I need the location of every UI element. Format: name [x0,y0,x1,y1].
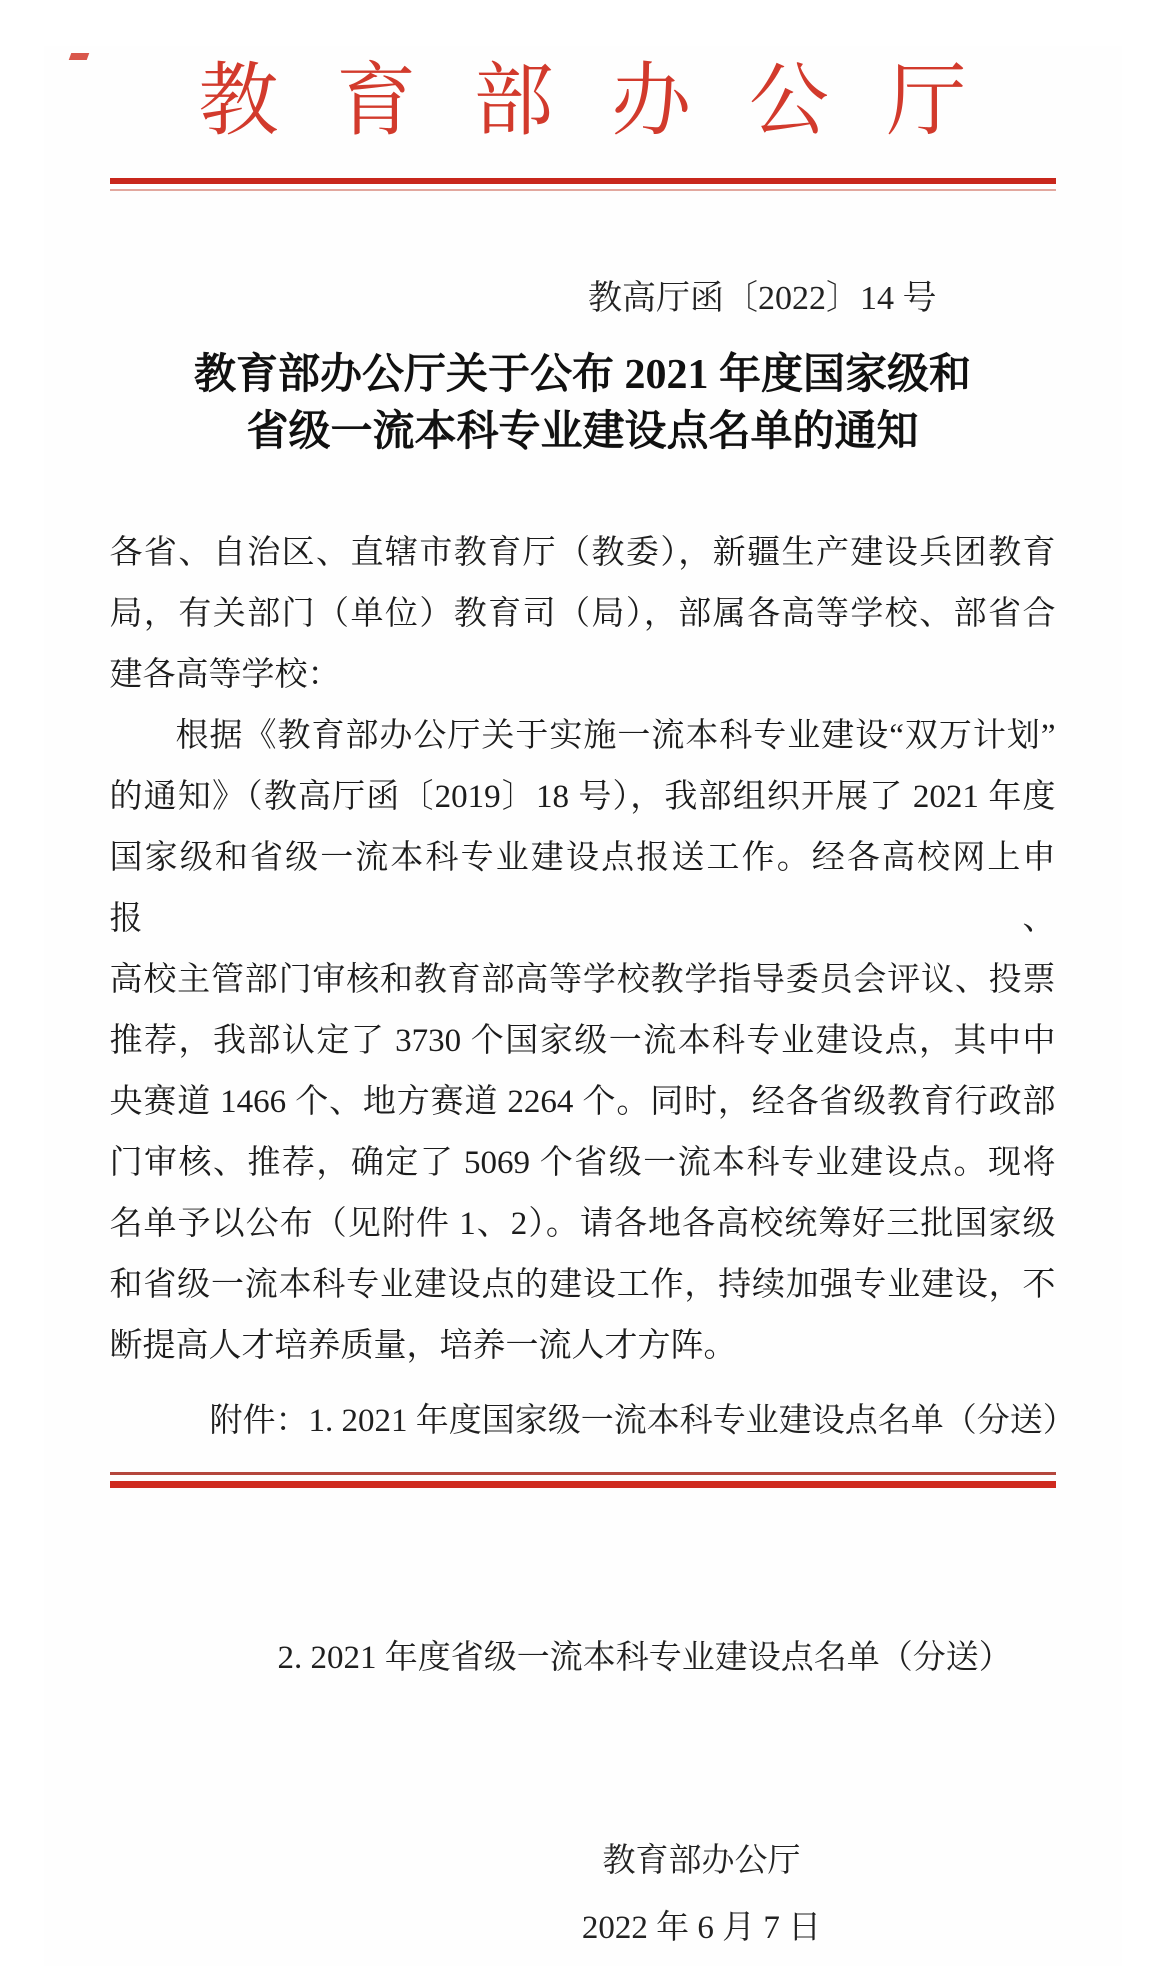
main-paragraph [110,706,1056,1377]
attachment-item-1: 附件：1. 2021 年度国家级一流本科专业建设点名单（分送） [110,1391,1056,1452]
header-double-rule [110,178,1056,191]
footer-double-rule [110,1472,1056,1488]
attachment-item-2: 2. 2021 年度省级一流本科专业建设点名单（分送） [110,1628,1056,1689]
body-line: 名单予以公布（见附件 1、2）。请各地各高校统筹好三批国家级 [110,1194,1056,1255]
document-number: 教高厅函〔2022〕14 号 [44,277,1122,321]
official-document-page [44,46,1122,1966]
body-line: 断提高人才培养质量，培养一流人才方阵。 [110,1316,1056,1377]
body-line: 推荐，我部认定了 3730 个国家级一流本科专业建设点，其中中 [110,1011,1056,1072]
body-line: 的通知》（教高厅函〔2019〕18 号），我部组织开展了 2021 年度 [110,767,1056,828]
scan-artifact-mark [68,53,89,60]
body-line: 门审核、推荐，确定了 5069 个省级一流本科专业建设点。现将 [110,1133,1056,1194]
signature-date: 2022 年 6 月 7 日 [537,1906,867,1951]
salutation-paragraph [110,523,1056,706]
agency-header-title: 教育部办公厅 [44,46,1165,158]
document-body [110,523,1056,1377]
document-title [44,347,1122,461]
signature-org: 教育部办公厅 [537,1839,867,1884]
body-line: 国家级和省级一流本科专业建设点报送工作。经各高校网上申报、 [110,828,1056,950]
document-title-line2: 省级一流本科专业建设点名单的通知 [44,404,1122,461]
body-line: 和省级一流本科专业建设点的建设工作，持续加强专业建设，不 [110,1255,1056,1316]
body-line: 根据《教育部办公厅关于实施一流本科专业建设“双万计划” [110,706,1056,767]
signature-block [537,1839,867,1951]
salutation-line: 各省、自治区、直辖市教育厅（教委），新疆生产建设兵团教育 [110,523,1056,584]
body-line: 高校主管部门审核和教育部高等学校教学指导委员会评议、投票 [110,950,1056,1011]
body-line: 央赛道 1466 个、地方赛道 2264 个。同时，经各省级教育行政部 [110,1072,1056,1133]
header-rule-thin [110,189,1056,191]
footer-rule-thick [110,1481,1056,1488]
salutation-line: 局，有关部门（单位）教育司（局），部属各高等学校、部省合 [110,584,1056,645]
document-title-line1: 教育部办公厅关于公布 2021 年度国家级和 [44,347,1122,404]
salutation-line: 建各高等学校： [110,645,1056,706]
